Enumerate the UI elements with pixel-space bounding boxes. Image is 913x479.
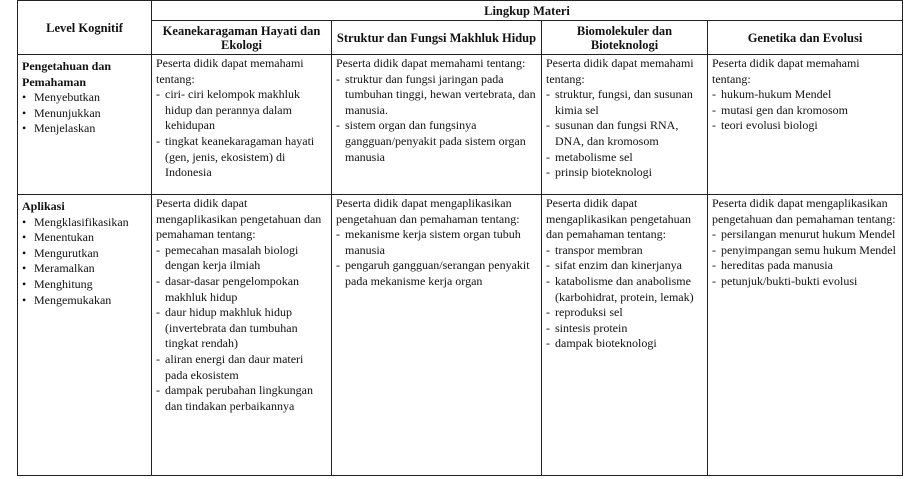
list-item: - transpor membran bbox=[546, 243, 703, 259]
list-item: - metabolisme sel bbox=[546, 150, 703, 166]
list-item: - sintesis protein bbox=[546, 321, 703, 337]
cell-intro: Peserta didik dapat mengaplikasikan pengetahuan dan pemahaman tentang: bbox=[336, 196, 520, 226]
header-scope-3: Biomolekuler dan Bioteknologi bbox=[542, 21, 708, 55]
topic-list bbox=[712, 87, 898, 134]
scope-cell bbox=[152, 55, 332, 195]
list-item: - dampak perubahan lingkungan dan tindakan perbaikannya bbox=[156, 383, 327, 414]
verb-list bbox=[22, 90, 147, 137]
scope-cell bbox=[708, 55, 903, 195]
materi-table bbox=[17, 0, 903, 476]
list-item: • Menjelaskan bbox=[22, 121, 147, 137]
scope-cell bbox=[332, 195, 542, 476]
list-item: - struktur, fungsi, dan susunan kimia sel bbox=[546, 87, 703, 118]
cell-intro: Peserta didik dapat memahami tentang: bbox=[336, 56, 526, 70]
cell-intro: Peserta didik dapat mengaplikasikan pengetahuan dan pemahaman tentang: bbox=[156, 196, 322, 242]
topic-list bbox=[336, 72, 537, 166]
list-item: • Meramalkan bbox=[22, 261, 147, 277]
header-level-kognitif: Level Kognitif bbox=[18, 1, 152, 55]
topic-list bbox=[156, 243, 327, 415]
list-item: • Menyebutkan bbox=[22, 90, 147, 106]
header-scope-2: Struktur dan Fungsi Makhluk Hidup bbox=[332, 21, 542, 55]
list-item: • Menunjukkan bbox=[22, 106, 147, 122]
list-item: - susunan dan fungsi RNA, DNA, dan kromosom bbox=[546, 118, 703, 149]
list-item: - persilangan menurut hukum Mendel bbox=[712, 227, 898, 243]
list-item: - sifat enzim dan kinerjanya bbox=[546, 258, 703, 274]
scope-cell bbox=[542, 55, 708, 195]
list-item: - katabolisme dan anabolisme (karbohidrat, protein, lemak) bbox=[546, 274, 703, 305]
list-item: - teori evolusi biologi bbox=[712, 118, 898, 134]
cell-intro: Peserta didik dapat memahami tentang: bbox=[546, 56, 694, 86]
list-item: - penyimpangan semu hukum Mendel bbox=[712, 243, 898, 259]
list-item: - tingkat keanekaragaman hayati (gen, jenis, ekosistem) di Indonesia bbox=[156, 134, 327, 181]
level-title: Aplikasi bbox=[22, 199, 65, 213]
list-item: • Mengurutkan bbox=[22, 246, 147, 262]
topic-list bbox=[712, 227, 898, 289]
list-item: - ciri- ciri kelompok makhluk hidup dan perannya dalam kehidupan bbox=[156, 87, 327, 134]
list-item: • Mengemukakan bbox=[22, 293, 147, 309]
header-scope-1: Keanekaragaman Hayati dan Ekologi bbox=[152, 21, 332, 55]
list-item: - daur hidup makhluk hidup (invertebrata dan tumbuhan tingkat rendah) bbox=[156, 305, 327, 352]
scope-cell bbox=[542, 195, 708, 476]
scope-cell bbox=[708, 195, 903, 476]
level-title: Pengetahuan dan Pemahaman bbox=[22, 59, 112, 89]
scope-cell bbox=[152, 195, 332, 476]
list-item: - dasar-dasar pengelompokan makhluk hidup bbox=[156, 274, 327, 305]
topic-list bbox=[336, 227, 537, 289]
header-scope-4: Genetika dan Evolusi bbox=[708, 21, 903, 55]
list-item: - hukum-hukum Mendel bbox=[712, 87, 898, 103]
list-item: - mekanisme kerja sistem organ tubuh manusia bbox=[336, 227, 537, 258]
level-cell bbox=[18, 55, 152, 195]
list-item: - pengaruh gangguan/serangan penyakit pada mekanisme kerja organ bbox=[336, 258, 537, 289]
header-lingkup-materi: Lingkup Materi bbox=[152, 1, 903, 21]
list-item: • Menentukan bbox=[22, 230, 147, 246]
topic-list bbox=[546, 243, 703, 352]
cell-intro: Peserta didik dapat memahami tentang: bbox=[712, 56, 860, 86]
cell-intro: Peserta didik dapat memahami tentang: bbox=[156, 56, 304, 86]
list-item: - hereditas pada manusia bbox=[712, 258, 898, 274]
list-item: - struktur dan fungsi jaringan pada tumbuhan tinggi, hewan vertebrata, dan manusia. bbox=[336, 72, 537, 119]
scope-cell bbox=[332, 55, 542, 195]
list-item: - pemecahan masalah biologi dengan kerja ilmiah bbox=[156, 243, 327, 274]
level-cell bbox=[18, 195, 152, 476]
verb-list bbox=[22, 215, 147, 309]
cell-intro: Peserta didik dapat mengaplikasikan pengetahuan dan pemahaman tentang: bbox=[712, 196, 896, 226]
topic-list bbox=[156, 87, 327, 181]
table-row bbox=[18, 195, 903, 476]
list-item: - prinsip bioteknologi bbox=[546, 165, 703, 181]
table-row bbox=[18, 55, 903, 195]
list-item: • Mengklasifikasikan bbox=[22, 215, 147, 231]
list-item: - sistem organ dan fungsinya gangguan/penyakit pada sistem organ manusia bbox=[336, 118, 537, 165]
topic-list bbox=[546, 87, 703, 181]
list-item: - petunjuk/bukti-bukti evolusi bbox=[712, 274, 898, 290]
cell-intro: Peserta didik dapat mengaplikasikan pengetahuan dan pemahaman tentang: bbox=[546, 196, 691, 242]
list-item: • Menghitung bbox=[22, 277, 147, 293]
list-item: - reproduksi sel bbox=[546, 305, 703, 321]
list-item: - aliran energi dan daur materi pada ekosistem bbox=[156, 352, 327, 383]
list-item: - dampak bioteknologi bbox=[546, 336, 703, 352]
list-item: - mutasi gen dan kromosom bbox=[712, 103, 898, 119]
